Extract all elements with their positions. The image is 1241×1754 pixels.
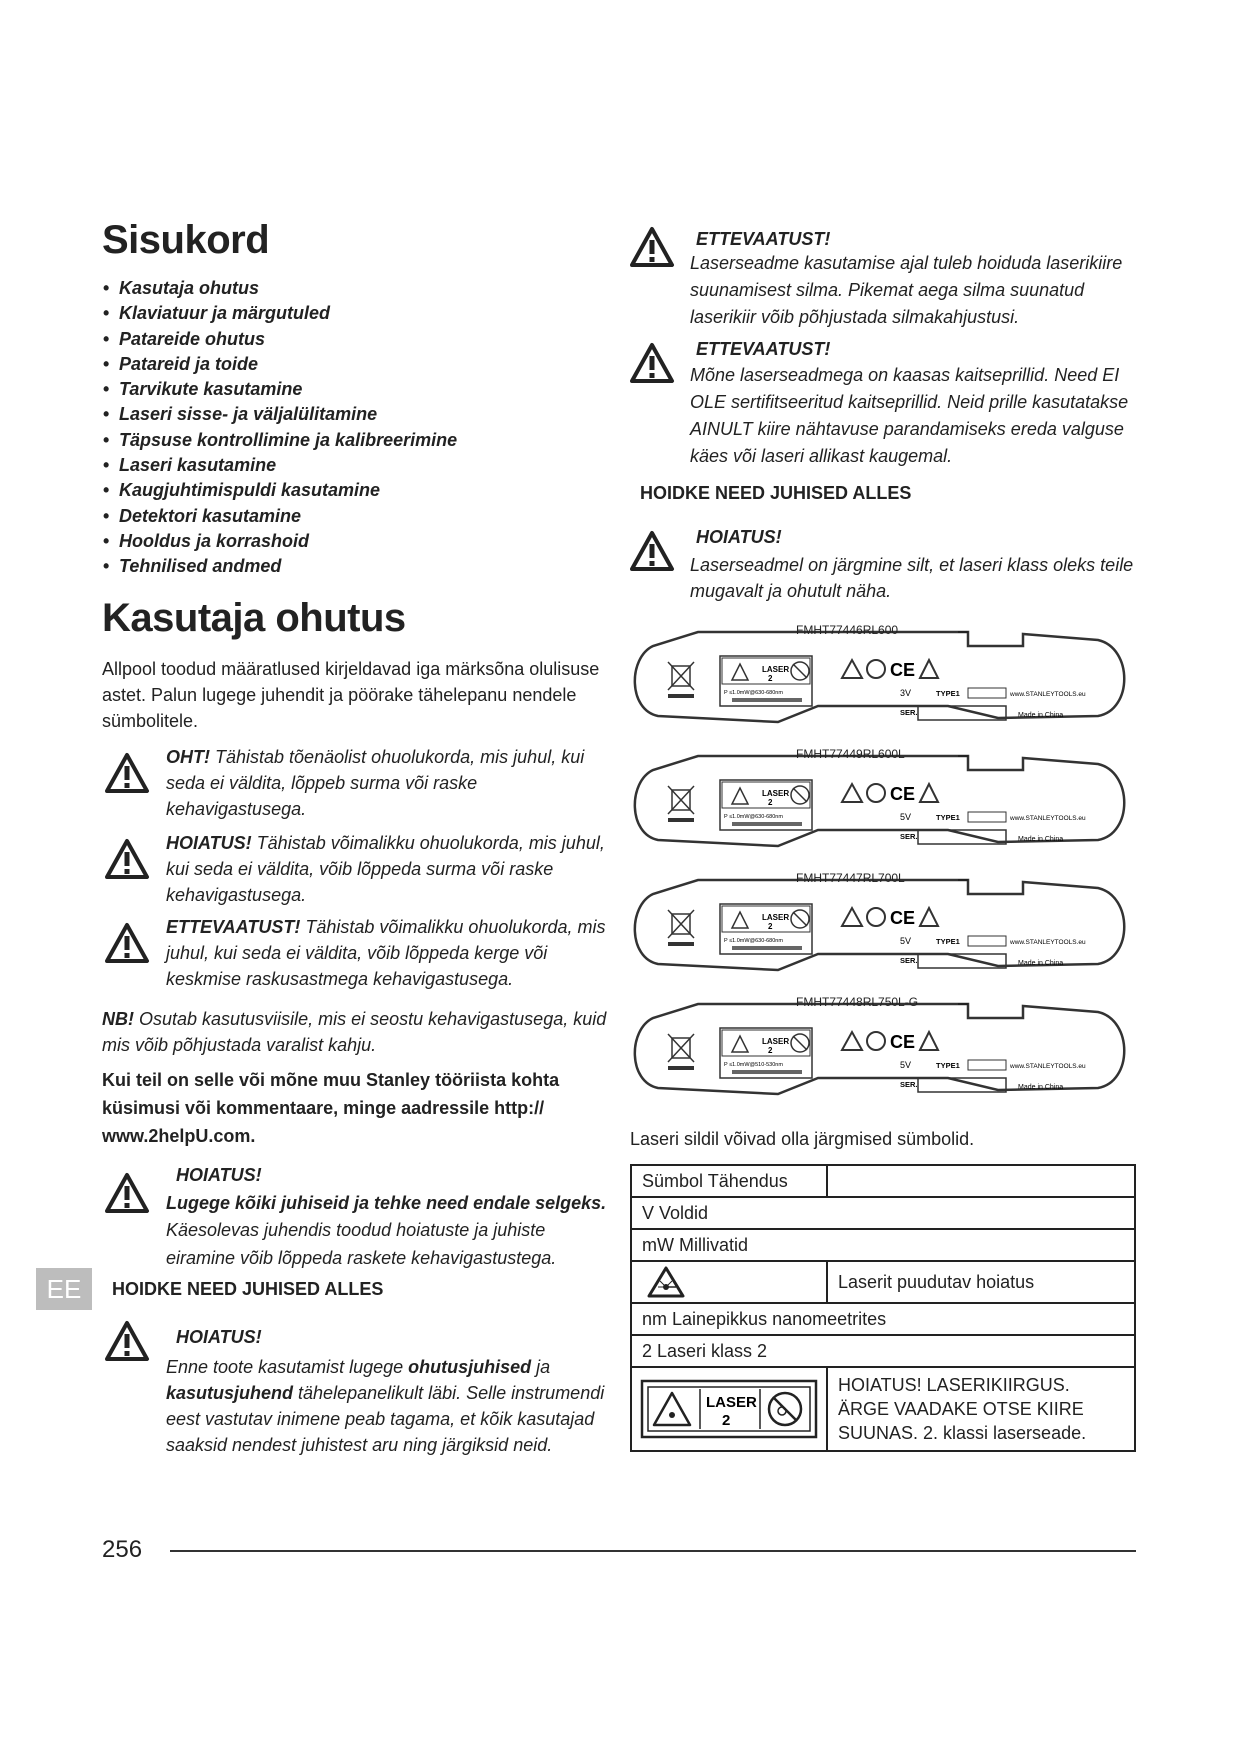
power-spec: P ≤1.0mW@630-680nm bbox=[724, 938, 783, 944]
laser-word: LASER bbox=[706, 1394, 757, 1411]
caution2-title: ETTEVAATUST! bbox=[696, 339, 831, 359]
voltage: 5V bbox=[900, 812, 912, 822]
table-cell bbox=[631, 1261, 827, 1303]
power-spec: P ≤1.0mW@630-680nm bbox=[724, 690, 783, 696]
toc-item[interactable]: • Kaugjuhtimispuldi kasutamine bbox=[103, 478, 457, 503]
type-label: TYPE1 bbox=[936, 937, 960, 946]
table-cell: mW Millivatid bbox=[631, 1229, 1135, 1261]
ce-mark: CE bbox=[890, 908, 916, 928]
toc-item[interactable]: • Laseri kasutamine bbox=[103, 453, 457, 478]
model-number: FMHT77446RL600 bbox=[796, 623, 899, 637]
warning-triangle-icon bbox=[629, 342, 675, 384]
website: www.STANLEYTOOLS.eu bbox=[1010, 1063, 1086, 1070]
type-label: TYPE1 bbox=[936, 1061, 960, 1070]
table-row bbox=[631, 1165, 1135, 1197]
ettevaatust-definition bbox=[166, 914, 611, 992]
toc-item[interactable]: • Laseri sisse- ja väljalülitamine bbox=[103, 402, 457, 427]
toc-item[interactable]: • Klaviatuur ja märgutuled bbox=[103, 301, 457, 326]
warn-title-right: HOIATUS! bbox=[696, 527, 782, 547]
oht-keyword: OHT! bbox=[166, 747, 210, 767]
nb-keyword: NB! bbox=[102, 1009, 134, 1029]
toc-title: Sisukord bbox=[102, 218, 270, 262]
table-cell: 2 Laseri klass 2 bbox=[631, 1335, 1135, 1367]
model-number: FMHT77449RL600L bbox=[796, 747, 905, 761]
table-cell bbox=[631, 1367, 827, 1451]
made-in: Made in China bbox=[1018, 836, 1064, 843]
toc-item[interactable]: • Tehnilised andmed bbox=[103, 554, 457, 579]
serial-label: SER. bbox=[900, 708, 918, 717]
warn1-text: Käesolevas juhendis toodud hoiatuste ja juhiste eiramine võib lõppeda raskete kehavigastustega. bbox=[166, 1220, 557, 1268]
warn1-bold: Lugege kõiki juhiseid ja tehke need endale selgeks. bbox=[166, 1193, 607, 1213]
table-row bbox=[631, 1303, 1135, 1335]
website: www.STANLEYTOOLS.eu bbox=[1010, 691, 1086, 698]
ce-mark: CE bbox=[890, 1032, 916, 1052]
table-cell: V Voldid bbox=[631, 1197, 1135, 1229]
type-label: TYPE1 bbox=[936, 813, 960, 822]
toc-item[interactable]: • Täpsuse kontrollimine ja kalibreerimine bbox=[103, 428, 457, 453]
hoiatus-text: Tähistab võimalikku ohuolukorda, mis juhul, kui seda ei väldita, võib lõppeda surma või raske kehavigastusega. bbox=[166, 833, 605, 905]
intro-paragraph: Allpool toodud määratlused kirjeldavad iga märksõna olulisuse astet. Palun lugege juhendit ja pöörake tähelepanu nendele sümbolitele. bbox=[102, 659, 600, 731]
made-in: Made in China bbox=[1018, 712, 1064, 719]
caution1-title: ETTEVAATUST! bbox=[696, 229, 831, 249]
table-cell: Laserit puudutav hoiatus bbox=[827, 1261, 1135, 1303]
laser-class: 2 bbox=[768, 798, 773, 807]
hoiatus-definition bbox=[166, 830, 611, 908]
laser-word: LASER bbox=[762, 665, 790, 674]
made-in: Made in China bbox=[1018, 960, 1064, 967]
contact-paragraph: Kui teil on selle või mõne muu Stanley tööriista kohta küsimusi või kommentaare, minge aadressile http:// www.2helpU.com. bbox=[102, 1070, 560, 1146]
warn2-title: HOIATUS! bbox=[176, 1327, 262, 1347]
warn-text-right: Laserseadmel on järgmine silt, et laseri klass oleks teile mugavalt ja ohutult näha. bbox=[690, 555, 1134, 601]
warning-triangle-icon bbox=[104, 1172, 150, 1214]
warn1-title: HOIATUS! bbox=[176, 1165, 262, 1185]
warning-triangle-icon bbox=[629, 530, 675, 572]
model-number: FMHT77448RL750L-G bbox=[796, 995, 919, 1009]
table-cell: nm Lainepikkus nanomeetrites bbox=[631, 1303, 1135, 1335]
website: www.STANLEYTOOLS.eu bbox=[1010, 939, 1086, 946]
table-row bbox=[631, 1197, 1135, 1229]
made-in: Made in China bbox=[1018, 1084, 1064, 1091]
table-row bbox=[631, 1261, 1135, 1303]
ettevaatust-text: Tähistab võimalikku ohuolukorda, mis juhul, kui seda ei väldita, võib lõppeda kerge või keskmise raskusastmega kehavigastusega. bbox=[166, 917, 606, 989]
product-label-3 bbox=[628, 866, 1138, 981]
laser-word: LASER bbox=[762, 1037, 790, 1046]
laser-word: LASER bbox=[762, 789, 790, 798]
website: www.STANLEYTOOLS.eu bbox=[1010, 815, 1086, 822]
model-number: FMHT77447RL700L bbox=[796, 871, 905, 885]
symbols-intro: Laseri sildil võivad olla järgmised sümbolid. bbox=[630, 1129, 975, 1149]
warning-triangle-icon bbox=[104, 752, 150, 794]
serial-label: SER. bbox=[900, 956, 918, 965]
table-cell: HOIATUS! LASERIKIIRGUS. ÄRGE VAADAKE OTSE KIIRE SUUNAS. 2. klassi laserseade. bbox=[827, 1367, 1135, 1451]
voltage: 3V bbox=[900, 688, 912, 698]
toc-item[interactable]: • Detektori kasutamine bbox=[103, 504, 457, 529]
warn2-text bbox=[166, 1354, 606, 1458]
ettevaatust-keyword: ETTEVAATUST! bbox=[166, 917, 301, 937]
ce-mark: CE bbox=[890, 784, 916, 804]
serial-label: SER. bbox=[900, 832, 918, 841]
table-cell bbox=[827, 1165, 1135, 1197]
warning-triangle-icon bbox=[629, 226, 675, 268]
ce-mark: CE bbox=[890, 660, 916, 680]
laser-class-number: 2 bbox=[722, 1412, 731, 1429]
power-spec: P ≤1.0mW@630-680nm bbox=[724, 814, 783, 820]
caution2-text: Mõne laserseadmega on kaasas kaitseprillid. Need EI OLE sertifitseeritud kaitseprillid. Neid prille kasutatakse AINULT kiire nähtavuse parandamiseks ereda valguse käes või laseri allikast kaugemal. bbox=[690, 365, 1129, 466]
caution1-text: Laserseadme kasutamise ajal tuleb hoiduda laserikiire suunamisest silma. Pikemat aega silma suunatud laserikiir võib põhjustada silmakahjustusi. bbox=[690, 253, 1123, 327]
power-spec: P ≤1.0mW@510-530nm bbox=[724, 1062, 783, 1068]
safety-title: Kasutaja ohutus bbox=[102, 596, 406, 640]
warn2-manual-link: kasutusjuhend bbox=[166, 1383, 294, 1403]
laser-class-label-icon bbox=[640, 1379, 818, 1439]
table-row bbox=[631, 1367, 1135, 1451]
laser-class: 2 bbox=[768, 922, 773, 931]
warn2-safety-link: ohutusjuhised bbox=[408, 1357, 532, 1377]
voltage: 5V bbox=[900, 936, 912, 946]
warn2-mid: ja bbox=[531, 1357, 551, 1377]
toc-item[interactable]: • Kasutaja ohutus bbox=[103, 276, 457, 301]
warn2-post: tähelepanelikult läbi. Selle instrumendi eest vastutav inimene peab tagama, et kõik kasutajad saaksid nendest juhistest aru ning järgiksid neid. bbox=[166, 1383, 605, 1455]
product-label-4 bbox=[628, 990, 1138, 1105]
warn2-pre: Enne toote kasutamist lugege bbox=[166, 1357, 409, 1377]
toc-item[interactable]: • Patareide ohutus bbox=[103, 327, 457, 352]
oht-definition bbox=[166, 744, 606, 822]
footer-rule bbox=[170, 1550, 1136, 1552]
table-row bbox=[631, 1229, 1135, 1261]
toc-item[interactable]: • Hooldus ja korrashoid bbox=[103, 529, 457, 554]
laser-warning-icon bbox=[646, 1265, 686, 1299]
laser-word: LASER bbox=[762, 913, 790, 922]
table-cell: Sümbol Tähendus bbox=[631, 1165, 827, 1197]
warning-triangle-icon bbox=[104, 922, 150, 964]
toc-list bbox=[103, 276, 457, 580]
product-label-2 bbox=[628, 742, 1138, 857]
language-tab: EE bbox=[36, 1268, 92, 1310]
warning-triangle-icon bbox=[104, 838, 150, 880]
type-label: TYPE1 bbox=[936, 689, 960, 698]
toc-item[interactable]: • Tarvikute kasutamine bbox=[103, 377, 457, 402]
product-label-1 bbox=[628, 618, 1138, 733]
laser-class: 2 bbox=[768, 1046, 773, 1055]
hoiatus-keyword: HOIATUS! bbox=[166, 833, 252, 853]
oht-text: Tähistab tõenäolist ohuolukorda, mis juhul, kui seda ei väldita, lõppeb surma või raske kehavigastusega. bbox=[166, 747, 585, 819]
toc-item[interactable]: • Patareid ja toide bbox=[103, 352, 457, 377]
warning-triangle-icon bbox=[104, 1320, 150, 1362]
symbols-table bbox=[630, 1164, 1136, 1452]
laser-class: 2 bbox=[768, 674, 773, 683]
table-row bbox=[631, 1335, 1135, 1367]
nb-note bbox=[102, 1006, 607, 1058]
keep-instructions-heading-right: HOIDKE NEED JUHISED ALLES bbox=[640, 483, 912, 503]
serial-label: SER. bbox=[900, 1080, 918, 1089]
page-number: 256 bbox=[102, 1536, 143, 1563]
nb-text: Osutab kasutusviisile, mis ei seostu kehavigastusega, kuid mis võib põhjustada varalist kahju. bbox=[102, 1009, 607, 1055]
keep-instructions-heading: HOIDKE NEED JUHISED ALLES bbox=[112, 1279, 384, 1299]
voltage: 5V bbox=[900, 1060, 912, 1070]
